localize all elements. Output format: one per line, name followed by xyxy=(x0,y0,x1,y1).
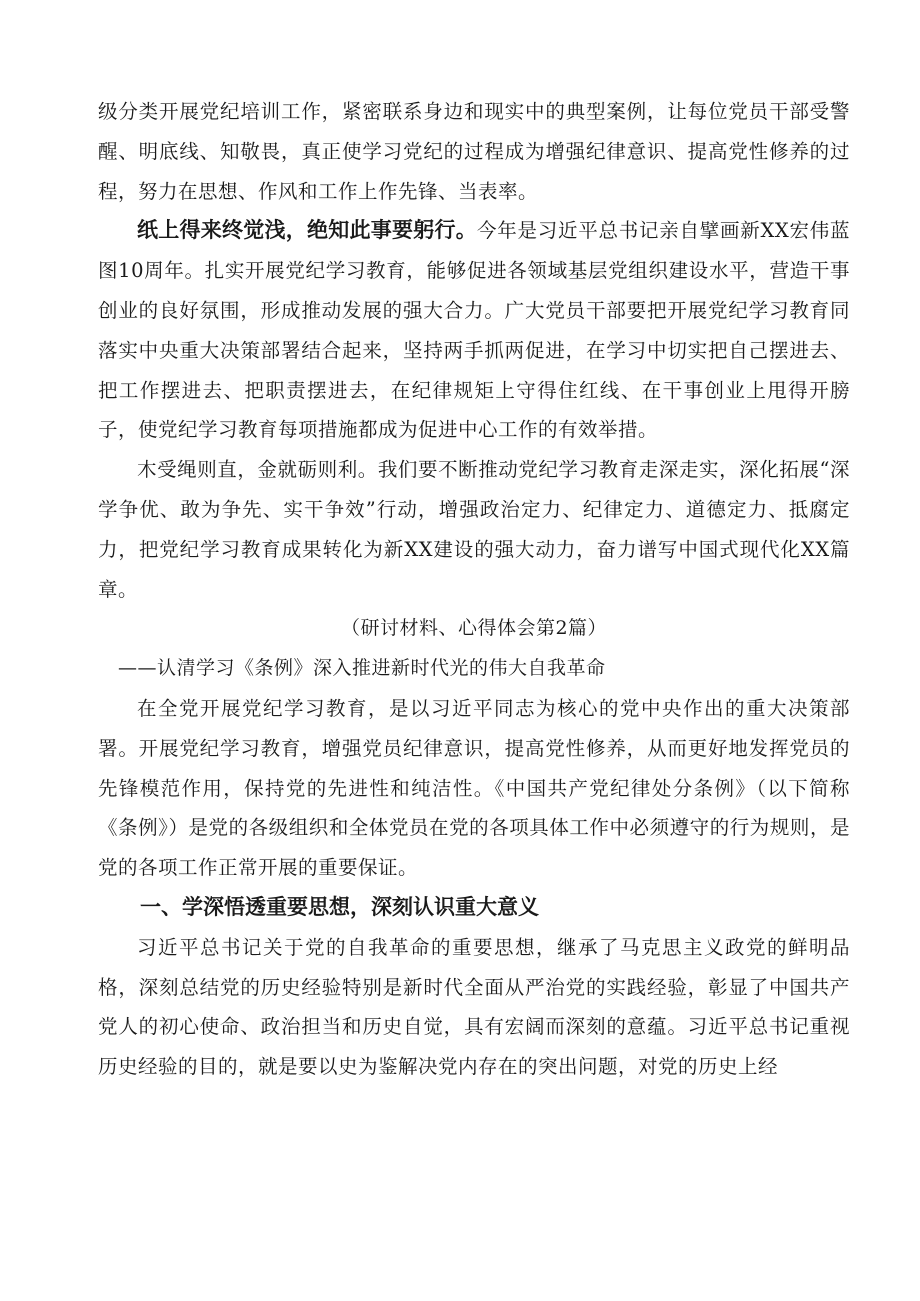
paragraph-conclusion xyxy=(98,450,850,609)
paragraph-body xyxy=(98,928,850,1087)
section-heading: 一、学深悟透重要思想，深刻认识重大意义 xyxy=(140,894,539,919)
paragraph-text: 级分类开展党纪培训工作，紧密联系身边和现实中的典型案例，让每位党员干部受警醒、明底线、知敬畏，真正使学习党纪的过程成为增强纪律意识、提高党性修养的过程，努力在思想、作风和工作上作先锋、当表率。 xyxy=(98,100,850,203)
document-page xyxy=(98,92,850,1087)
section-label: （研讨材料、心得体会第2篇） xyxy=(340,617,608,640)
paragraph-text: 今年是习近平总书记亲自擘画新XX宏伟蓝图10周年。扎实开展党纪学习教育，能够促进各领域基层党组织建设水平，营造干事创业的良好氛围，形成推动发展的强大合力。广大党员干部要把开展党纪学习教育同落实中央重大决策部署结合起来，坚持两手抓两促进，在学习中切实把自己摆进去、把工作摆进去、把职责摆进去，在纪律规矩上守得住红线、在干事创业上甩得开膀子，使党纪学习教育每项措施都成为促进中心工作的有效举措。 xyxy=(98,219,851,442)
paragraph-continuation xyxy=(98,92,850,211)
paragraph-practice xyxy=(98,211,850,450)
paragraph-lead: 纸上得来终觉浅，绝知此事要躬行。 xyxy=(137,218,477,243)
paragraph-text: 在全党开展党纪学习教育，是以习近平同志为核心的党中央作出的重大决策部署。开展党纪学习教育，增强党员纪律意识，提高党性修养，从而更好地发挥党员的先锋模范作用，保持党的先进性和纯洁性。《中国共产党纪律处分条例》（以下简称《条例》）是党的各级组织和全体党员在党的各项具体工作中必须遵守的行为规则，是党的各项工作正常开展的重要保证。 xyxy=(98,696,850,880)
article-subtitle: ——认清学习《条例》深入推进新时代光的伟大自我革命 xyxy=(118,657,606,680)
paragraph-text: 习近平总书记关于党的自我革命的重要思想，继承了马克思主义政党的鲜明品格，深刻总结党的历史经验特别是新时代全面从严治党的实践经验，彰显了中国共产党人的初心使命、政治担当和历史自觉，具有宏阔而深刻的意蕴。习近平总书记重视历史经验的目的，就是要以史为鉴解决党内存在的突出问题，对党的历史上经 xyxy=(98,935,850,1079)
paragraph-text: 木受绳则直，金就砺则利。我们要不断推动党纪学习教育走深走实，深化拓展“深学争优、敢为争先、实干争效”行动，增强政治定力、纪律定力、道德定力、抵腐定力，把党纪学习教育成果转化为新XX建设的强大动力，奋力谱写中国式现代化XX篇章。 xyxy=(98,458,850,601)
paragraph-intro xyxy=(98,689,850,888)
